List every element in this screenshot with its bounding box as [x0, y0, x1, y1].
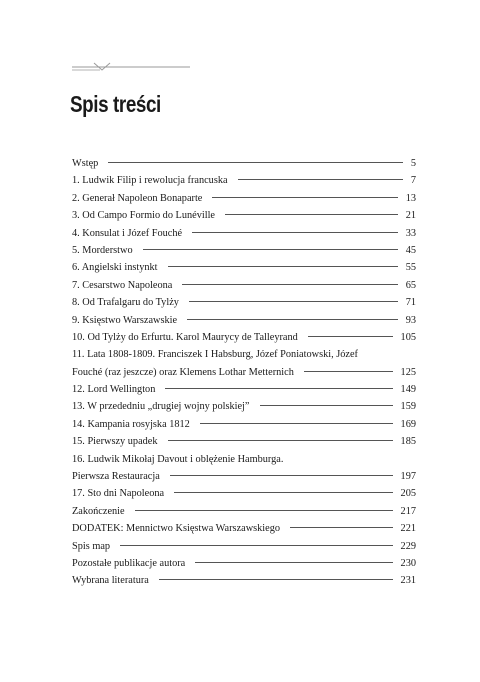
toc-entry-title: 7. Cesarstwo Napoleona: [72, 279, 173, 291]
toc-entry: [72, 190, 416, 207]
dot-leader: [168, 266, 398, 267]
dot-leader: [120, 545, 393, 546]
dot-leader: [182, 284, 397, 285]
toc-page-number: 159: [400, 401, 416, 413]
toc-page-number: 5: [410, 158, 416, 169]
toc-entry: [72, 572, 416, 589]
toc-page-number: 13: [405, 192, 416, 204]
toc-page-number: 71: [405, 297, 416, 309]
toc-entry-title: Spis map: [72, 540, 111, 552]
toc-page-number: 149: [400, 384, 416, 396]
toc-entry-title: 1. Ludwik Filip i rewolucja francuska: [72, 175, 228, 187]
toc-page-number: 105: [400, 331, 416, 343]
toc-entry: [72, 346, 416, 381]
dot-leader: [168, 440, 393, 441]
dot-leader: [290, 527, 393, 528]
toc-entry: [72, 155, 416, 172]
dot-leader: [260, 405, 393, 406]
toc-page-number: 45: [405, 244, 416, 256]
toc-page-number: 197: [400, 471, 416, 483]
toc-entry: [72, 172, 416, 189]
dot-leader: [187, 319, 398, 320]
dot-leader: [189, 301, 398, 302]
toc-entry: [72, 225, 416, 242]
toc-entry: [72, 398, 416, 415]
toc-page-number: 55: [405, 262, 416, 274]
toc-entry: [72, 416, 416, 433]
toc-entry-title: 8. Od Trafalgaru do Tylży: [72, 297, 179, 309]
toc-entry: [72, 329, 416, 346]
toc-page-number: 217: [400, 505, 416, 517]
toc-entry: [72, 433, 416, 450]
toc-entry: [72, 451, 416, 486]
toc-entry-title: 12. Lord Wellington: [72, 384, 156, 396]
toc-entry: [72, 538, 416, 555]
toc-page-number: 185: [400, 436, 416, 448]
toc-page-number: 205: [400, 488, 416, 500]
toc-entry-title: 14. Kampania rosyjska 1812: [72, 418, 190, 430]
toc-page-number: 33: [405, 227, 416, 239]
toc-entry-title: Zakończenie: [72, 505, 125, 517]
toc-entry: [72, 520, 416, 537]
dot-leader: [195, 562, 392, 563]
table-of-contents: [72, 155, 416, 590]
toc-entry-title: Wybrana literatura: [72, 575, 149, 587]
toc-entry-title: 17. Sto dni Napoleona: [72, 488, 165, 500]
toc-page-number: 21: [405, 210, 416, 222]
toc-entry-title: Fouché (raz jeszcze) oraz Klemens Lothar Metternich: [72, 366, 294, 378]
toc-entry: [72, 312, 416, 329]
dot-leader: [200, 423, 393, 424]
toc-entry: [72, 485, 416, 502]
toc-entry: [72, 207, 416, 224]
toc-entry-title: Pozostałe publikacje autora: [72, 557, 186, 569]
dot-leader: [143, 249, 398, 250]
toc-page-number: 65: [405, 279, 416, 291]
toc-entry-title: 3. Od Campo Formio do Lunéville: [72, 210, 215, 222]
dot-leader: [108, 162, 403, 163]
toc-entry: [72, 259, 416, 276]
dot-leader: [225, 214, 398, 215]
dot-leader: [308, 336, 393, 337]
toc-entry-title: 10. Od Tylży do Erfurtu. Karol Maurycy de Talleyrand: [72, 331, 298, 343]
dot-leader: [174, 492, 392, 493]
toc-page-number: 125: [400, 366, 416, 378]
dot-leader: [170, 475, 393, 476]
decorative-divider-icon: [72, 60, 190, 74]
toc-page-number: 169: [400, 418, 416, 430]
toc-entry-title: 6. Angielski instynkt: [72, 262, 158, 274]
toc-entry: [72, 277, 416, 294]
dot-leader: [212, 197, 397, 198]
toc-page-number: 230: [400, 557, 416, 569]
dot-leader: [165, 388, 392, 389]
page-title: Spis treści: [70, 91, 161, 117]
toc-entry-title: 2. Generał Napoleon Bonaparte: [72, 192, 203, 204]
toc-entry-title: 11. Lata 1808-1809. Franciszek I Habsburg, Józef Poniatowski, Józef: [72, 349, 358, 361]
toc-entry-title: 5. Morderstwo: [72, 244, 133, 256]
toc-entry: [72, 294, 416, 311]
toc-page-number: 221: [400, 523, 416, 535]
toc-entry: [72, 503, 416, 520]
dot-leader: [135, 510, 393, 511]
toc-entry: [72, 555, 416, 572]
toc-entry-title: 9. Księstwo Warszawskie: [72, 314, 178, 326]
toc-entry: [72, 381, 416, 398]
dot-leader: [238, 179, 403, 180]
dot-leader: [159, 579, 393, 580]
toc-entry-title: 16. Ludwik Mikołaj Davout i oblężenie Hamburga.: [72, 453, 284, 465]
toc-entry-title: 4. Konsulat i Józef Fouché: [72, 227, 183, 239]
toc-page-number: 7: [410, 175, 416, 187]
toc-entry-title: 13. W przededniu „drugiej wojny polskiej”: [72, 401, 250, 413]
toc-page-number: 93: [405, 314, 416, 326]
toc-entry-title: DODATEK: Mennictwo Księstwa Warszawskiego: [72, 523, 281, 535]
toc-entry-title: 15. Pierwszy upadek: [72, 436, 158, 448]
toc-page-number: 231: [400, 575, 416, 587]
toc-entry: [72, 242, 416, 259]
toc-entry-title: Wstęp: [72, 158, 99, 169]
dot-leader: [304, 371, 393, 372]
dot-leader: [192, 232, 398, 233]
toc-entry-title: Pierwsza Restauracja: [72, 471, 160, 483]
toc-page-number: 229: [400, 540, 416, 552]
